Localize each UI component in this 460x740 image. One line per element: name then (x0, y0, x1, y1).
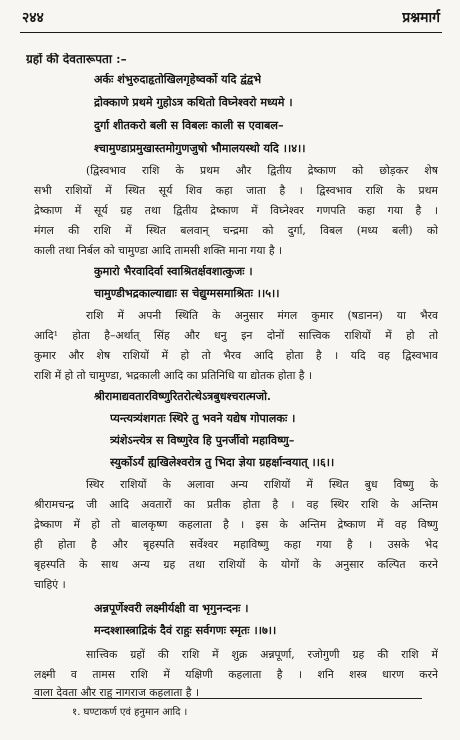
prose-line: चाहिएं । (34, 578, 66, 591)
verse-line: कुमारो भैरवादिर्वा स्वाश्रितर्क्षवशात्कुजः । (94, 265, 253, 278)
prose-line: सात्त्विक ग्रहों की राशि में शुक्र अन्नपूर्णा, रजोगुणी ग्रह की राशि में (86, 648, 438, 661)
prose-line: श्रीरामचन्द्र जी आदि अवतारों का प्रतीक होता है । वह स्थिर राशि के अन्तिम (34, 498, 438, 511)
header-rule (20, 32, 442, 33)
prose-line: मंगल की राशि में स्थित बलवान् चन्द्रमा को दुर्गा, विबल (मध्य बली) को (34, 224, 438, 237)
verse-line: मन्दश्शास्त्राद्रिकं दैवं राहुः सर्वगणः स्मृतः ।।७।। (94, 624, 277, 637)
prose-line: द्रेष्काण में हो तो बालकृष्ण कहलाता है । इस के अन्तिम द्रेष्काण में वह विष्णु (34, 518, 438, 531)
prose-line: लक्ष्मी व तामस राशि में यक्षिणी कहलाता है । शनि शस्त्र धारण करने (34, 668, 438, 681)
verse-line: प्यन्त्यत्र्यंशगतः स्थिरे तु भवने यद्येष गोपालकः । (110, 412, 296, 425)
prose-line: काली तथा निर्बल को चामुण्डा आदि तामसी शक्ति माना गया है । (34, 244, 283, 257)
running-title: प्रश्नमार्ग (402, 10, 440, 26)
prose-line: बृहस्पति के साथ अन्य ग्रह तथा राशियों के योगों के अनुसार कल्पित करने (34, 558, 438, 571)
prose-line: सभी राशियों में स्थित सूर्य शिव कहा जाता है । द्विस्वभाव राशि के प्रथम (34, 184, 438, 197)
footnote: १. घण्टाकर्ण एवं हनुमान आदि । (72, 707, 188, 718)
footnote-rule (32, 698, 422, 699)
section-heading: ग्रहों की देवतारूपता :– (26, 53, 127, 66)
verse-line: अन्नपूर्णेश्वरी लक्ष्मीर्यक्षी वा भृगुनन्दनः । (94, 602, 249, 615)
verse-line: श्चामुण्डाप्रमुखास्तमोगुणजुषो भौमालयस्थो यदि ।।४।। (94, 142, 306, 155)
verse-line: अर्कः शंभुरुदाहृतोखिलगृहेष्वर्को यदि द्वंद्वभे (94, 73, 262, 86)
prose-line: (द्विस्वभाव राशि के प्रथम और द्वितीय द्रेष्काण को छोड़कर शेष (86, 164, 438, 177)
verse-line: द्रोक्काणे प्रथमे गुहोऽत्र कथितो विघ्नेश्वरो मध्यमे । (94, 96, 293, 109)
prose-line: वाला देवता और राहु नागराज कहलाता है । (34, 686, 200, 699)
verse-line: चामुण्डीभद्रकाल्याद्याः स चेद्युग्मसमाश्रितः ।।५।। (94, 287, 280, 300)
verse-line: दुर्गा शीतकरो बली स विबलः काली स एवाबल– (94, 119, 284, 132)
prose-line: ही होता है और बृहस्पति सर्वेश्वर महाविष्णु कहा गया है । उसके भेद (34, 538, 438, 551)
verse-line: स्युर्कोऽर्यं ह्यखिलेश्वरोत्र तु भिदा ज्ञेया ग्रहर्क्षान्वयात् ।।६।। (110, 456, 335, 469)
page-number: २४४ (22, 10, 44, 26)
verse-line: श्रीरामाद्यवतारविष्णुरितरोत्थेऽत्रबुधश्चरात्मजो. (94, 390, 271, 403)
verse-line: त्र्यंशेऽन्त्येत्र स विष्णुरेव हि पुनर्जीवो महाविष्णु– (110, 434, 295, 447)
prose-line: राशि में हो तो चामुण्डा, भद्रकाली आदि का प्रतिनिधि या द्योतक होता है । (34, 369, 313, 382)
prose-line: राशि में अपनी स्थिति के अनुसार मंगल कुमार (षडानन) या भैरव (86, 309, 438, 322)
prose-line: कुमार और शेष राशियों में हो तो भैरव आदि होता है । यदि वह द्विस्वभाव (34, 349, 438, 362)
prose-line: आदि¹ होता है–अर्थात् सिंह और धनु इन दोनों सात्त्विक राशियों में हो तो (34, 329, 438, 342)
prose-line: द्रेष्काण में सूर्य ग्रह तथा द्वितीय द्रेष्काण में विघ्नेश्वर गणपति कहा गया है । (34, 204, 438, 217)
prose-line: स्थिर राशियों के अलावा अन्य राशियों में स्थित बुध विष्णु के (86, 478, 438, 491)
page-header (22, 8, 440, 28)
